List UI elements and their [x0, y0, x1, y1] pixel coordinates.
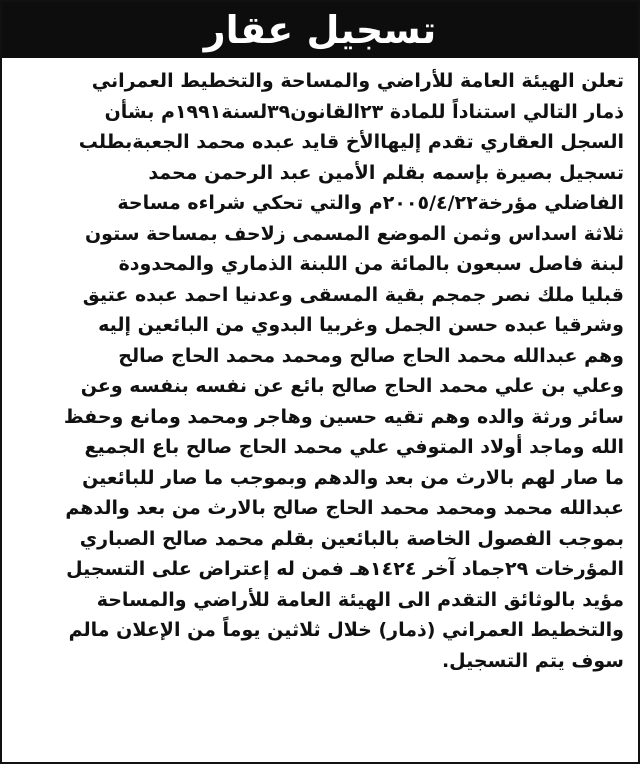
notice-line: وشرقيا عبده حسن الجمل وغربيا البدوي من البائعين إليه: [98, 314, 624, 336]
notice-title: تسجيل عقار: [203, 8, 437, 52]
notice-body: [14, 66, 624, 676]
notice-line: وعلي بن علي محمد الحاج صالح بائع عن نفسه بنفسه وعن: [80, 375, 624, 397]
notice-line: تسجيل بصيرة بإسمه بقلم الأمين عبد الرحمن محمد: [148, 161, 624, 184]
notice-line: الله وماجد أولاد المتوفي علي محمد الحاج صالح باع الجميع: [84, 436, 624, 458]
notice-line: المؤرخات ٢٩جماد آخر ١٤٢٤هـ فمن له إعتراض على التسجيل: [66, 558, 624, 580]
notice-line: قبليا ملك نصر جمجم بقية المسقى وعدنيا احمد عبده عتيق: [82, 283, 624, 306]
notice-line: بموجب الفصول الخاصة بالبائعين بقلم محمد صالح الصباري: [79, 527, 624, 550]
notice-line: مؤيد بالوثائق التقدم الى الهيئة العامة للأراضي والمساحة: [96, 588, 624, 611]
notice-line: الفاضلي مؤرخة٢٠٠٥/٤/٢٢م والتي تحكي شراءه مساحة: [117, 192, 624, 214]
notice-line: وهم عبدالله محمد الحاج صالح ومحمد محمد الحاج صالح: [118, 344, 624, 367]
notice-line-last: سوف يتم التسجيل.: [441, 649, 624, 672]
notice-line: تعلن الهيئة العامة للأراضي والمساحة والتخطيط العمراني: [91, 70, 624, 92]
notice-line: ذمار التالي استناداً للمادة ٢٣القانون٣٩لسنة١٩٩١م بشأن: [104, 100, 624, 123]
notice-line: سائر ورثة والده وهم تقيه حسين وهاجر ومحمد ومانع وحفظ: [63, 405, 624, 428]
title-banner: [2, 2, 638, 58]
notice-line: والتخطيط العمراني (ذمار) خلال ثلاثين يوماً من الإعلان مالم: [68, 619, 624, 641]
notice-line: عبدالله محمد ومحمد محمد الحاج صالح بالارث من بعد والدهم: [65, 497, 624, 519]
notice-line: ما صار لهم بالارث من بعد والدهم وبموجب ما صار للبائعين: [82, 466, 624, 489]
notice-line: لبنة فاصل سبعون بالمائة من اللبنة الذماري والمحدودة: [118, 253, 624, 275]
notice-line: السجل العقاري تقدم إليهاالأخ قايد عبده محمد الجعبةبطلب: [78, 131, 624, 153]
notice-line: ثلاثة اسداس وثمن الموضع المسمى زلاحف بمساحة ستون: [84, 222, 624, 245]
